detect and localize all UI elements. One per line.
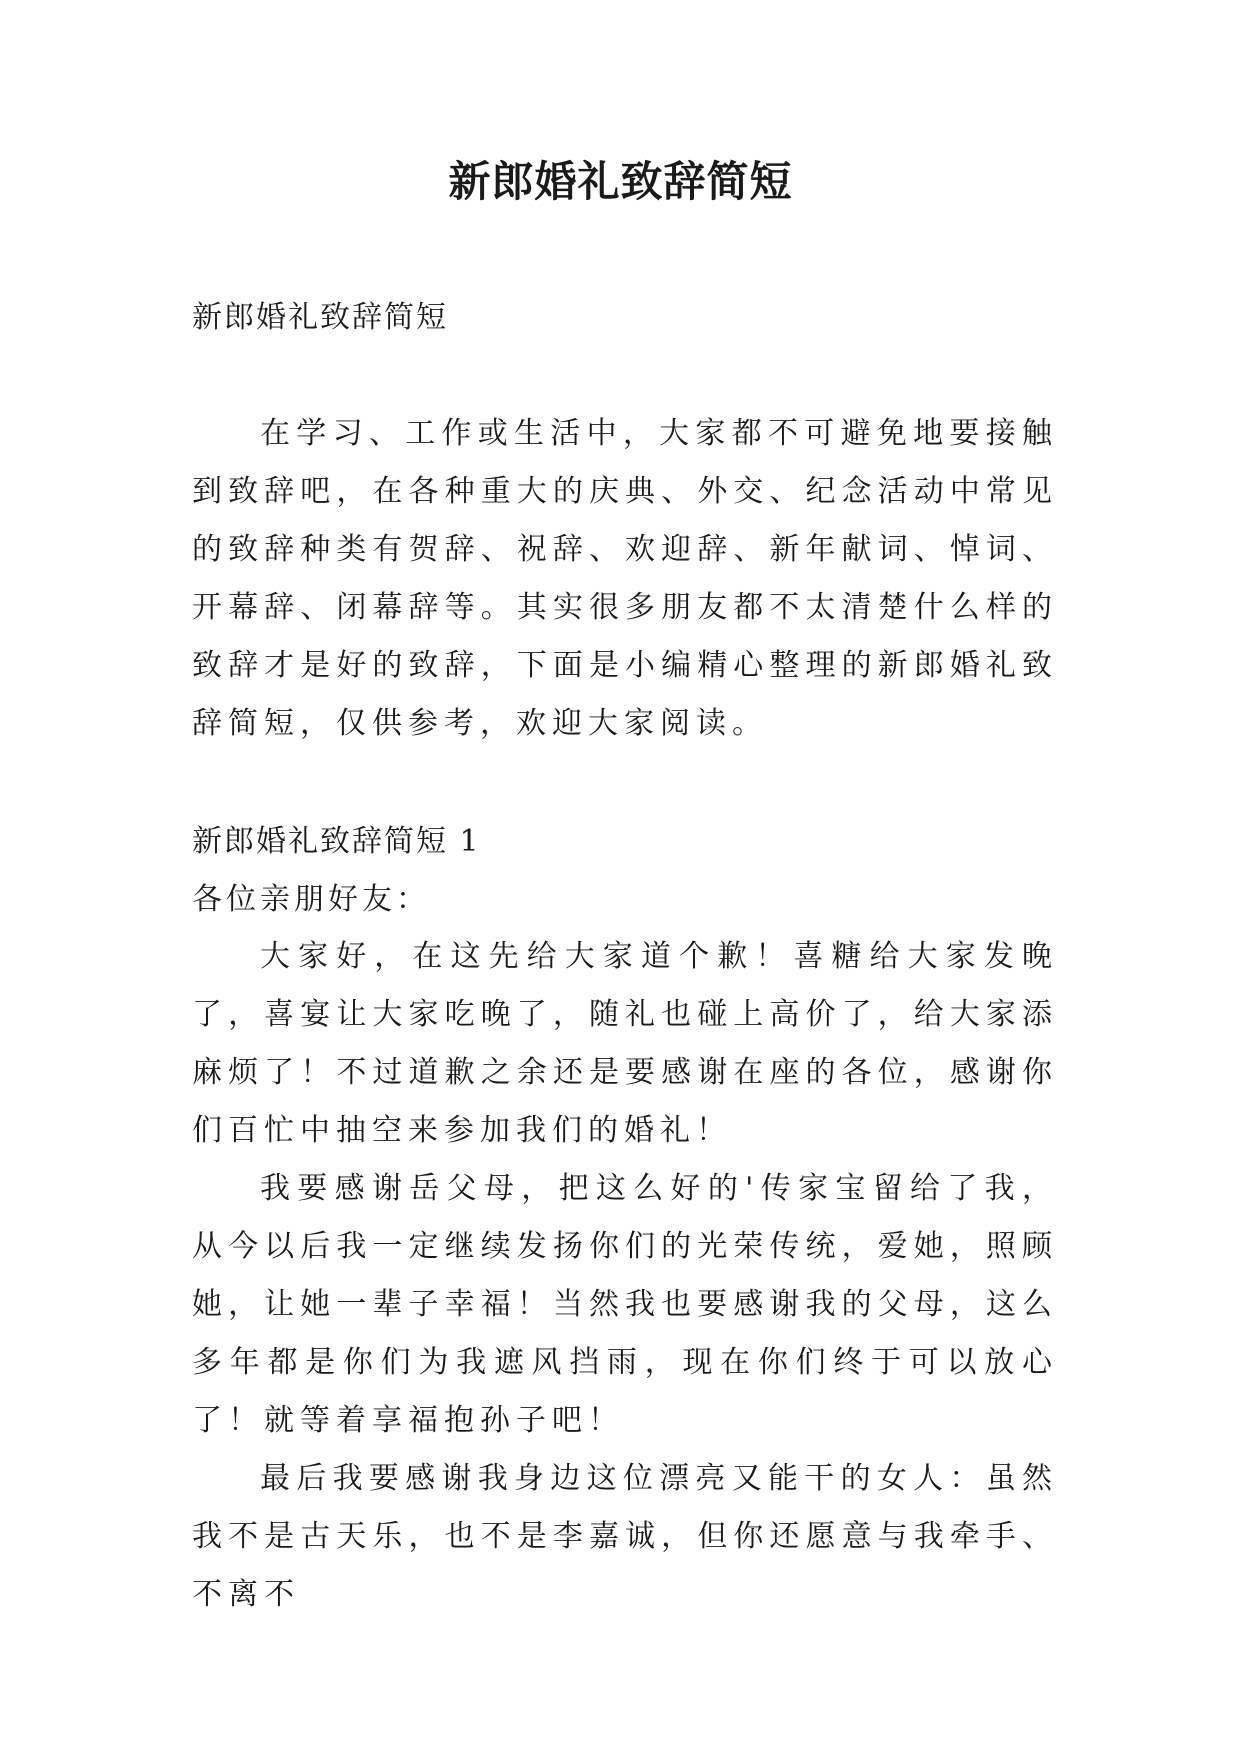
section-heading: 新郎婚礼致辞简短 1: [192, 824, 481, 859]
greeting-line: 各位亲朋好友：: [192, 882, 430, 917]
document-subtitle: 新郎婚礼致辞简短: [192, 300, 448, 335]
body-paragraph: 我要感谢岳父母，把这么好的'传家宝留给了我，从今以后我一定继续发扬你们的光荣传统，爱她，照顾她，让她一辈子幸福！当然我也要感谢我的父母，这么多年都是你们为我遮风挡雨，现在你们终于可以放心了！就等着享福抱孙子吧！: [192, 1171, 1058, 1438]
body-paragraph: 最后我要感谢我身边这位漂亮又能干的女人：虽然我不是古天乐，也不是李嘉诚，但你还愿意与我牵手、不离不: [192, 1461, 1058, 1612]
intro-paragraph: 在学习、工作或生活中，大家都不可避免地要接触到致辞吧，在各种重大的庆典、外交、纪念活动中常见的致辞种类有贺辞、祝辞、欢迎辞、新年献词、悼词、开幕辞、闭幕辞等。其实很多朋友都不太清楚什么样的致辞才是好的致辞，下面是小编精心整理的新郎婚礼致辞简短，仅供参考，欢迎大家阅读。: [192, 416, 1058, 741]
document-title: 新郎婚礼致辞简短: [448, 157, 793, 206]
body-paragraph: 大家好，在这先给大家道个歉！喜糖给大家发晚了，喜宴让大家吃晚了，随礼也碰上高价了，给大家添麻烦了！不过道歉之余还是要感谢在座的各位，感谢你们百忙中抽空来参加我们的婚礼！: [192, 939, 1058, 1148]
